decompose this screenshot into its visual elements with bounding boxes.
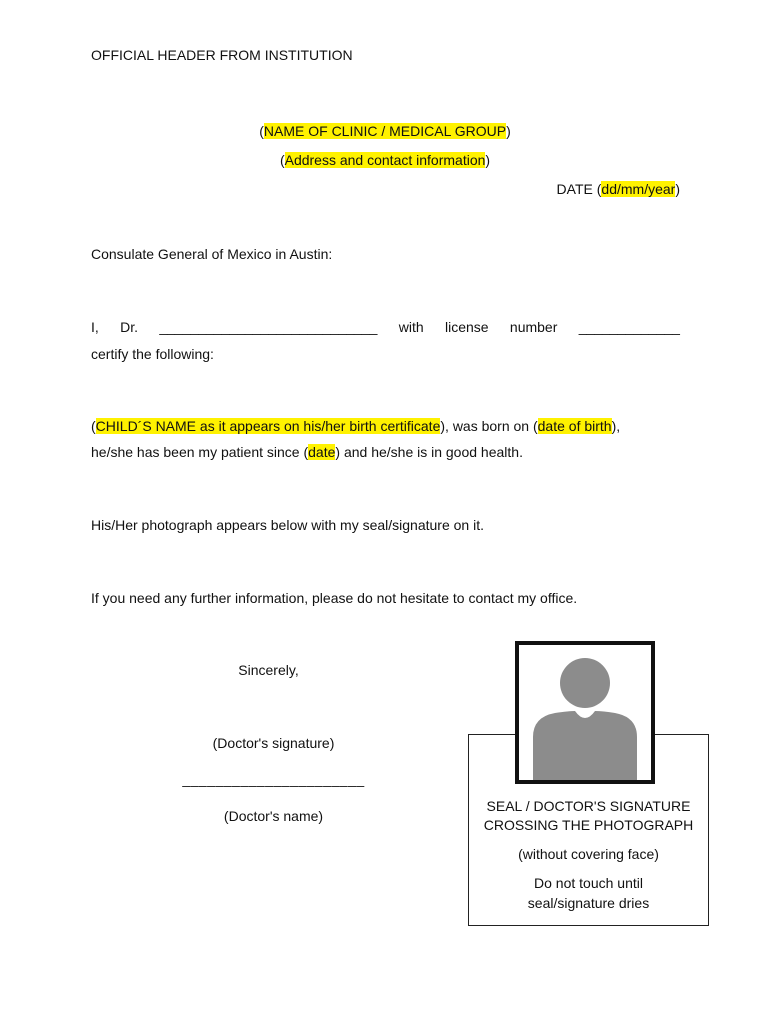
date-placeholder: dd/mm/year [601, 181, 676, 197]
doctor-line-license: license [444, 319, 489, 335]
seal-instruction-line1: SEAL / DOCTOR'S SIGNATURE [486, 798, 691, 814]
doctor-signature-label: (Doctor's signature) [212, 735, 335, 751]
photo-frame [515, 641, 655, 784]
recipient-line: Consulate General of Mexico in Austin: [91, 246, 333, 262]
child-statement-line1: (CHILD´S NAME as it appears on his/her birth certificate), was born on (date of birth), [91, 418, 621, 434]
patient-since-placeholder: date [308, 444, 336, 460]
seal-instruction-line2: CROSSING THE PHOTOGRAPH [483, 817, 694, 833]
signature-blank: ______________________ [182, 771, 365, 787]
photo-statement: His/Her photograph appears below with my seal/signature on it. [91, 517, 484, 533]
person-silhouette-icon [519, 645, 651, 780]
dob-placeholder: date of birth [537, 418, 612, 434]
child-name-placeholder: CHILD´S NAME as it appears on his/her birth certificate [95, 418, 441, 434]
doctor-line-dr: Dr. [120, 319, 139, 335]
doctor-line-i: I, [91, 319, 99, 335]
seal-instruction-line5: seal/signature dries [527, 895, 650, 911]
institution-header: OFFICIAL HEADER FROM INSTITUTION [91, 47, 353, 63]
address-placeholder: Address and contact information [284, 152, 486, 168]
certify-line: certify the following: [91, 346, 214, 362]
doctor-name-blank: ____________________________ [159, 319, 378, 335]
doctor-line-number: number [509, 319, 558, 335]
doctor-name-label: (Doctor's name) [223, 808, 324, 824]
doctor-line-with: with [398, 319, 424, 335]
seal-instruction-line3: (without covering face) [518, 846, 659, 862]
clinic-address-line: (Address and contact information) [279, 152, 491, 168]
sincerely-closing: Sincerely, [238, 662, 299, 678]
seal-instruction-line4: Do not touch until [534, 875, 643, 891]
contact-statement: If you need any further information, please do not hesitate to contact my office. [91, 590, 578, 606]
clinic-name-line: (NAME OF CLINIC / MEDICAL GROUP) [259, 123, 511, 139]
clinic-name-placeholder: NAME OF CLINIC / MEDICAL GROUP [263, 123, 507, 139]
child-statement-line2: he/she has been my patient since (date) and he/she is in good health. [91, 444, 523, 460]
doctor-line [91, 319, 680, 335]
date-line: DATE (dd/mm/year) [556, 181, 680, 197]
license-number-blank: _____________ [578, 319, 680, 335]
